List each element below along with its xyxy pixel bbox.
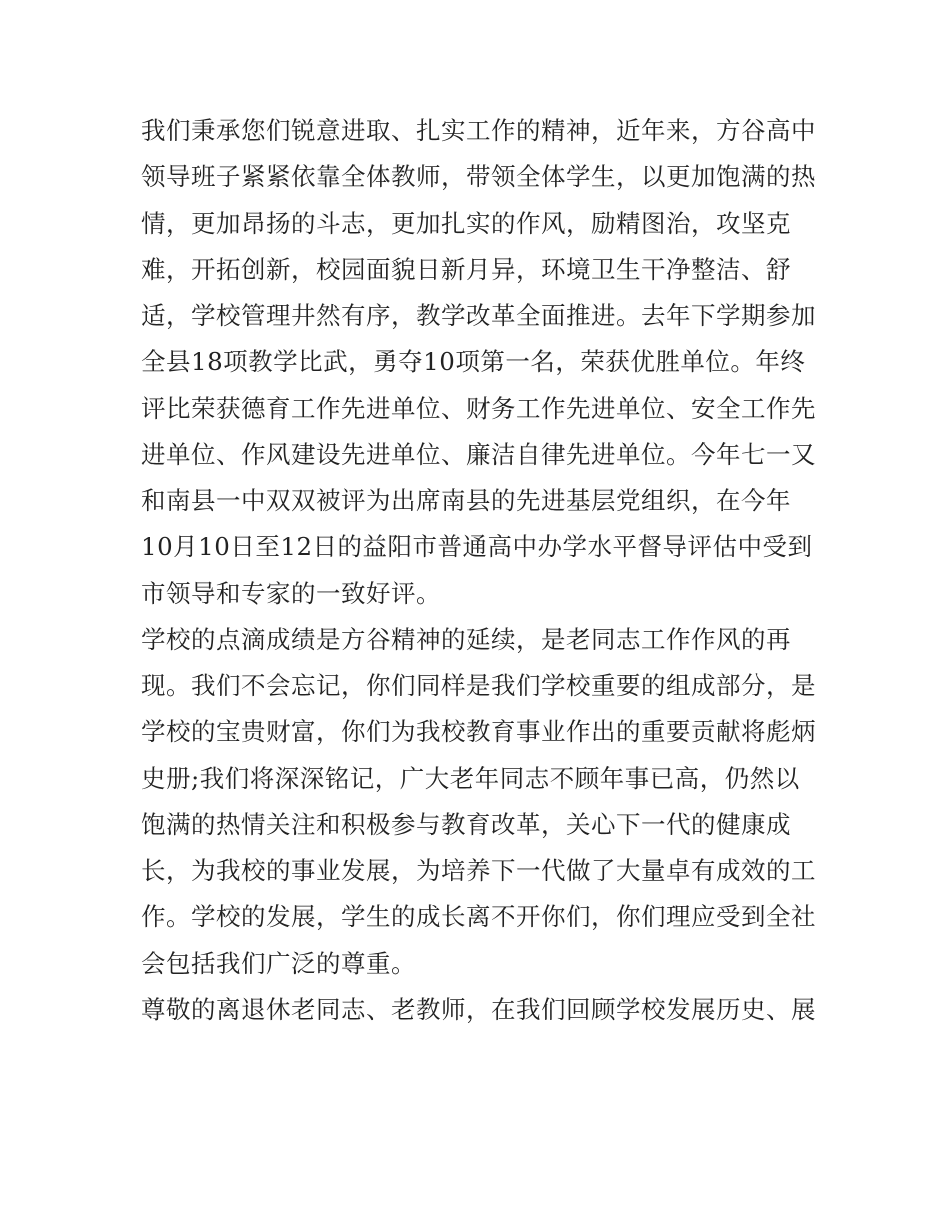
text-line: 评比荣获德育工作先进单位、财务工作先进单位、安全工作先 xyxy=(141,393,816,423)
text-line: 全县18项教学比武，勇夺10项第一名，荣获优胜单位。年终 xyxy=(141,347,806,377)
paragraph-2 xyxy=(141,617,821,987)
text-line: 作。学校的发展，学生的成长离不开你们，你们理应受到全社 xyxy=(141,902,816,932)
text-line: 饱满的热情关注和积极参与教育改革，关心下一代的健康成 xyxy=(141,809,791,839)
text-line: 会包括我们广泛的尊重。 xyxy=(141,948,416,978)
text-line: 尊敬的离退休老同志、老教师，在我们回顾学校发展历史、展 xyxy=(141,994,816,1024)
text-line: 适，学校管理井然有序，教学改革全面推进。去年下学期参加 xyxy=(141,301,816,330)
text-line: 学校的点滴成绩是方谷精神的延续，是老同志工作作风的再 xyxy=(141,624,791,654)
text-line: 情，更加昂扬的斗志，更加扎实的作风，励精图治，攻坚克 xyxy=(141,208,791,238)
text-line: 难，开拓创新，校园面貌日新月异，环境卫生干净整洁、舒 xyxy=(141,254,791,284)
paragraph-1 xyxy=(141,108,821,617)
text-line: 10月10日至12日的益阳市普通高中办学水平督导评估中受到 xyxy=(141,532,813,562)
text-line: 长，为我校的事业发展，为培养下一代做了大量卓有成效的工 xyxy=(141,856,816,885)
text-line: 现。我们不会忘记，你们同样是我们学校重要的组成部分，是 xyxy=(141,671,816,700)
text-line: 和南县一中双双被评为出席南县的先进基层党组织，在今年 xyxy=(141,486,791,515)
text-line: 学校的宝贵财富，你们为我校教育事业作出的重要贡献将彪炳 xyxy=(141,717,816,747)
text-line: 史册;我们将深深铭记，广大老年同志不顾年事已高，仍然以 xyxy=(141,763,800,793)
text-line: 市领导和专家的一致好评。 xyxy=(141,578,441,608)
paragraph-3 xyxy=(141,987,821,1033)
text-line: 领导班子紧紧依靠全体教师，带领全体学生，以更加饱满的热 xyxy=(141,162,816,192)
text-line: 我们秉承您们锐意进取、扎实工作的精神，近年来，方谷高中 xyxy=(141,116,816,145)
document-body xyxy=(141,108,821,1033)
text-line: 进单位、作风建设先进单位、廉洁自律先进单位。今年七一又 xyxy=(141,439,816,469)
